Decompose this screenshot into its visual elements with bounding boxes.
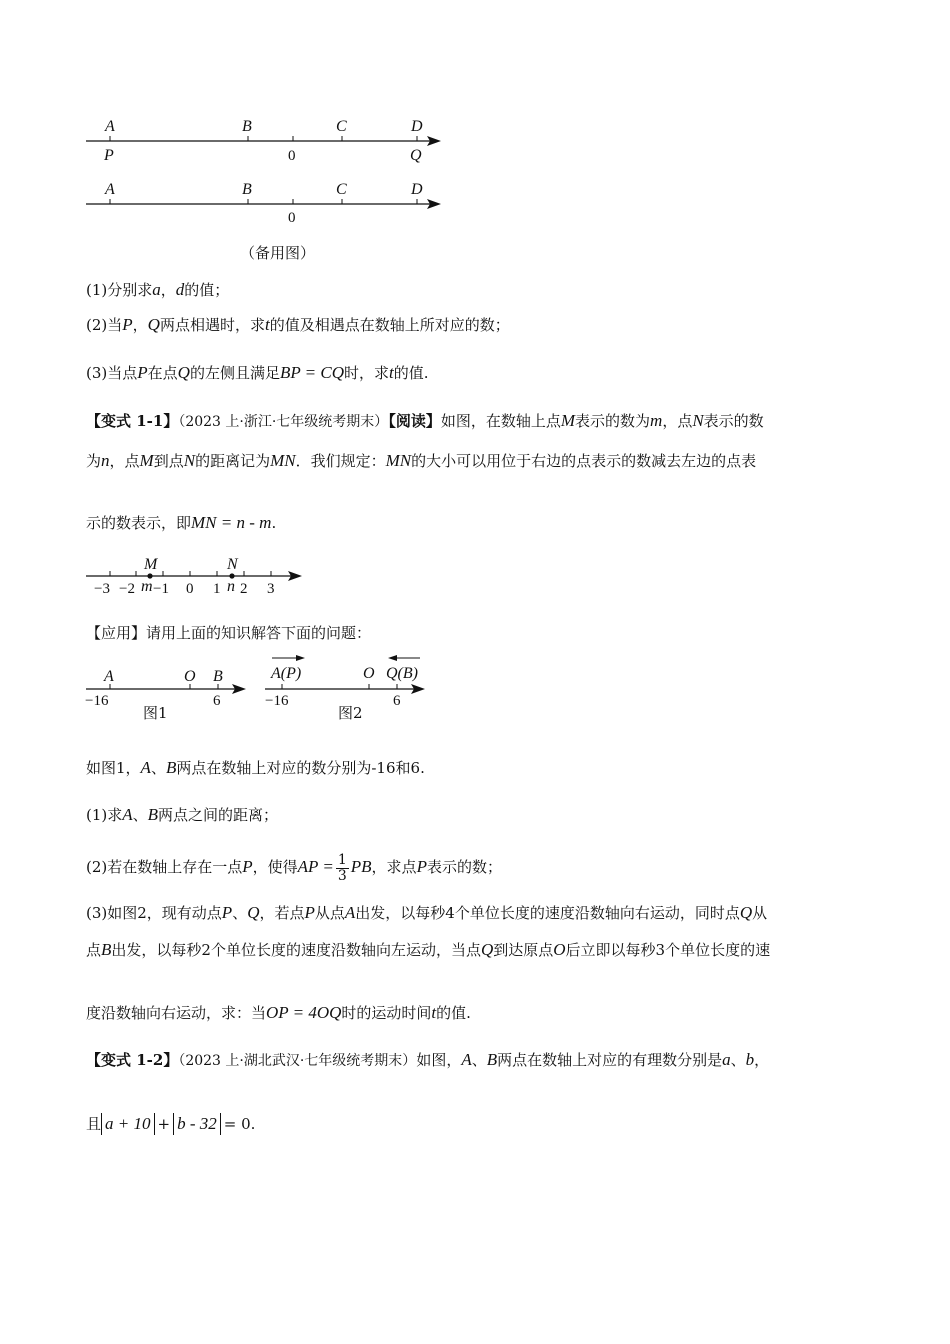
- variant-1-1-line-3: 示的数表示，即MN = n - m.: [86, 513, 277, 532]
- question-1: (1)分别求a，d的值；: [86, 280, 230, 299]
- sub-question-3-line-2: 点B出发，以每秒2个单位长度的速度沿数轴向左运动，当点Q到达原点O后立即以每秒3个单位长度的速: [86, 940, 771, 959]
- label-6: 6: [213, 693, 221, 709]
- label-A: A: [104, 668, 114, 685]
- tick-neg3: −3: [94, 581, 110, 597]
- absolute-value-b: b - 32: [173, 1113, 221, 1135]
- label-neg16: −16: [85, 693, 109, 709]
- figure-2-caption: 图2: [338, 704, 363, 722]
- figure-caption-backup: （备用图）: [240, 244, 316, 262]
- sub-question-2: (2)若在数轴上存在一点P，使得AP = $\frac{1}{3}$ PB，求点P表示的数；: [86, 851, 502, 884]
- absolute-value-a: a + 10: [101, 1113, 154, 1135]
- apply-heading: 【应用】请用上面的知识解答下面的问题：: [86, 624, 372, 642]
- label-zero: 0: [288, 148, 296, 164]
- sub-question-3-line-1: (3)如图2，现有动点P、Q，若点P从点A出发，以每秒4个单位长度的速度沿数轴向右运动，同时点Q从: [86, 903, 768, 922]
- label-P: P: [104, 147, 114, 164]
- label-O: O: [363, 665, 375, 682]
- tick-neg2: −2: [119, 581, 135, 597]
- label-C: C: [336, 118, 347, 135]
- label-neg16: −16: [265, 693, 289, 709]
- tick-1: 1: [213, 581, 221, 597]
- label-A: A: [105, 118, 115, 135]
- label-zero: 0: [288, 210, 296, 226]
- label-D: D: [411, 118, 423, 135]
- tick-neg1: −1: [153, 581, 169, 597]
- fraction-one-third: $\frac{1}{3}$: [337, 851, 347, 884]
- variant-1-1-line-2: 为n，点M到点N的距离记为MN．我们规定：MN的大小可以用位于右边的点表示的数减去左边的点表: [86, 451, 757, 470]
- figure-1: [85, 668, 246, 722]
- label-C: C: [336, 181, 347, 198]
- label-A: A: [105, 181, 115, 198]
- label-O: O: [184, 668, 196, 685]
- label-Q-B: Q(B): [386, 665, 418, 682]
- figure-1-caption: 图1: [143, 704, 168, 722]
- intro-line: 如图1，A、B两点在数轴上对应的数分别为-16和6.: [86, 758, 425, 777]
- label-B: B: [213, 668, 223, 685]
- question-3: (3)当点P在点Q的左侧且满足BP = CQ时，求t的值.: [86, 363, 429, 382]
- label-m: m: [141, 578, 153, 595]
- question-2: (2)当P，Q两点相遇时，求t的值及相遇点在数轴上所对应的数；: [86, 315, 510, 334]
- tick-3: 3: [267, 581, 275, 597]
- label-D: D: [411, 181, 423, 198]
- variant-1-2-line-1: 【变式 1-2】（2023 上·湖北武汉·七年级统考期末）如图，A、B两点在数轴上对应的有理数分别是a、b，: [86, 1050, 770, 1069]
- tick-0: 0: [186, 581, 194, 597]
- arrow-head-left-icon: [388, 655, 397, 661]
- sub-question-3-line-3: 度沿数轴向右运动，求：当OP = 4OQ时的运动时间t的值.: [86, 1003, 471, 1022]
- label-M: M: [144, 556, 158, 573]
- arrow-head-right-icon: [296, 655, 305, 661]
- tick-2: 2: [240, 581, 248, 597]
- label-B: B: [242, 181, 252, 198]
- label-N: N: [227, 556, 238, 573]
- label-Q: Q: [410, 147, 422, 164]
- sub-question-1: (1)求A、B两点之间的距离；: [86, 805, 279, 824]
- label-n: n: [227, 578, 235, 595]
- label-6: 6: [393, 693, 401, 709]
- figure-2: [265, 655, 425, 722]
- label-B: B: [242, 118, 252, 135]
- variant-1-1-line-1: 【变式 1-1】（2023 上·浙江·七年级统考期末）【阅读】如图，在数轴上点M表示的数为m，点N表示的数: [86, 411, 764, 430]
- variant-1-2-line-2: 且 a + 10 + b - 32 = 0.: [86, 1114, 256, 1133]
- label-A-P: A(P): [271, 665, 302, 682]
